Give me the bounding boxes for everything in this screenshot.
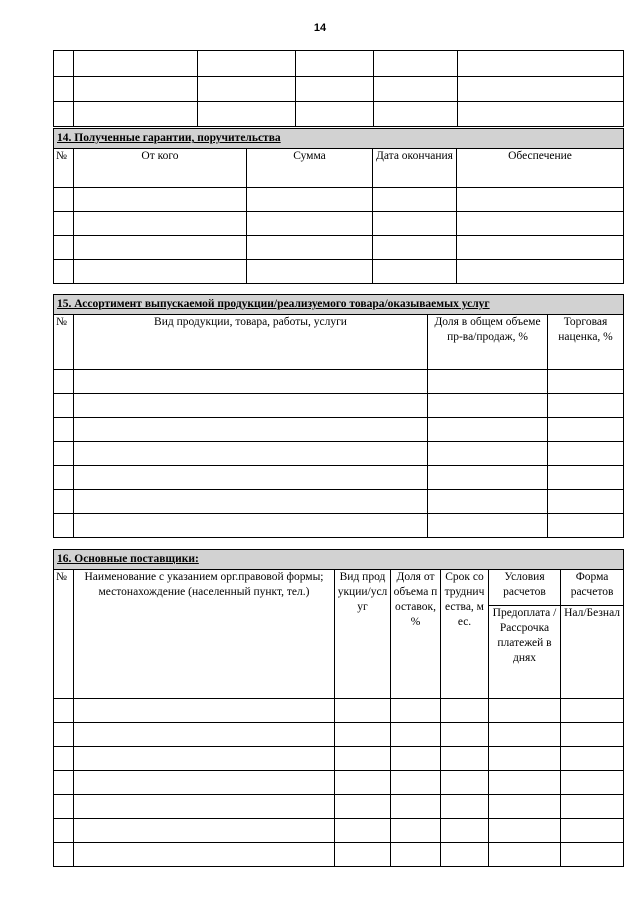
col-sum: Сумма: [247, 149, 373, 188]
col-form-sub: Нал/Безнал: [561, 606, 624, 699]
table-row: [54, 490, 624, 514]
col-security: Обеспечение: [457, 149, 624, 188]
col-num: №: [54, 570, 74, 699]
table-row: [54, 418, 624, 442]
table-row: [54, 394, 624, 418]
table-row: [54, 699, 624, 723]
table-row: [54, 370, 624, 394]
table-row: [54, 843, 624, 867]
col-form: Форма расчетов: [561, 570, 624, 606]
table-row: [54, 212, 624, 236]
table-row: [54, 747, 624, 771]
guarantees-table: [53, 128, 624, 284]
page-number: 14: [313, 22, 327, 34]
suppliers-table: [53, 549, 624, 867]
col-conditions: Условия расчетов: [489, 570, 561, 606]
col-product-type: Вид продукции, товара, работы, услуги: [74, 315, 428, 370]
col-num: №: [54, 149, 74, 188]
table-row: [54, 442, 624, 466]
table-row: [54, 188, 624, 212]
col-markup: Торговая наценка, %: [548, 315, 624, 370]
table-row: [54, 819, 624, 843]
col-from: От кого: [74, 149, 247, 188]
table-row: [54, 260, 624, 284]
table-row: [54, 723, 624, 747]
col-share: Доля в общем объеме пр-ва/продаж, %: [428, 315, 548, 370]
col-share: Доля от объема поставок, %: [391, 570, 441, 699]
table-row: [54, 236, 624, 260]
section-16-title: 16. Основные поставщики:: [54, 550, 624, 570]
col-term: Срок сотрудничества, мес.: [441, 570, 489, 699]
table-row: [54, 795, 624, 819]
previous-section-table: [53, 50, 624, 127]
col-conditions-sub: Предоплата / Рассрочка платежей в днях: [489, 606, 561, 699]
col-product-type: Вид продукции/услуг: [335, 570, 391, 699]
col-date: Дата окончания: [373, 149, 457, 188]
col-num: №: [54, 315, 74, 370]
table-row: [54, 466, 624, 490]
section-14-title: 14. Полученные гарантии, поручительства: [54, 129, 624, 149]
table-row: [54, 771, 624, 795]
table-row: [54, 514, 624, 538]
section-15-title: 15. Ассортимент выпускаемой продукции/реализуемого товара/оказываемых услуг: [54, 295, 624, 315]
assortment-table: [53, 294, 624, 538]
col-supplier-name: Наименование с указанием орг.правовой формы; местонахождение (населенный пункт, тел.): [74, 570, 335, 699]
